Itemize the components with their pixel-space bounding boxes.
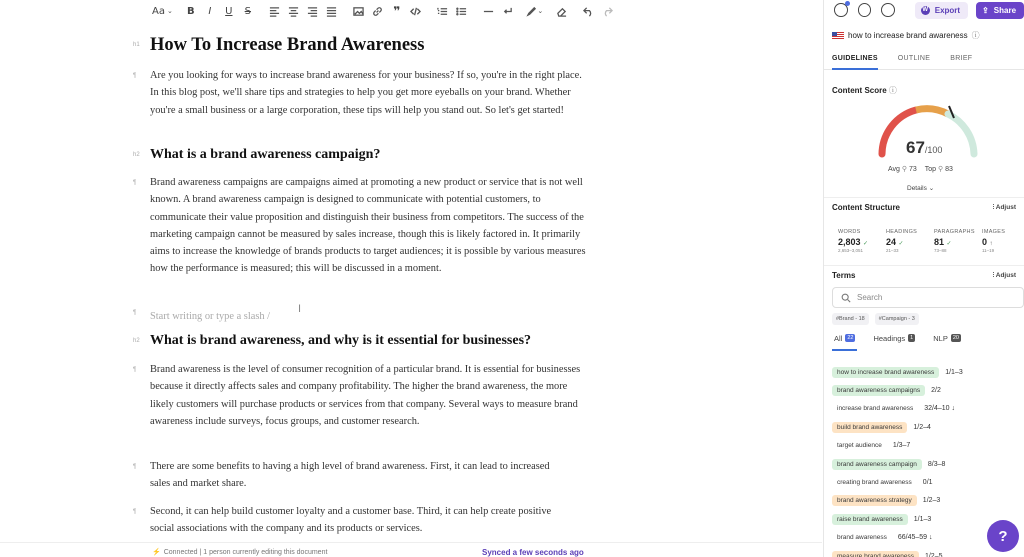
- return-icon: [502, 6, 513, 17]
- term-count: 1/3–7: [892, 442, 911, 450]
- share-icon: ⇪: [982, 5, 989, 15]
- stat-label: PARAGRAPHS: [934, 229, 975, 235]
- heading-text: What is brand awareness, and why is it essential for businesses?: [150, 333, 532, 348]
- check-icon: ✓: [946, 241, 952, 247]
- share-button[interactable]: [976, 2, 1024, 19]
- redo-icon: [602, 6, 613, 17]
- stat-images: [982, 229, 1024, 253]
- divider: [824, 197, 1024, 198]
- info-icon: ⓘ: [888, 86, 897, 95]
- stat-headings: [886, 229, 934, 253]
- enter-button[interactable]: [499, 3, 517, 19]
- check-icon: ✓: [863, 241, 869, 247]
- quote-icon: ❞: [393, 4, 401, 18]
- us-flag-icon: [832, 32, 844, 40]
- paragraph-text: Brand awareness is the level of consumer recognition of a particular brand. It is essential for businesses because it directly affects sales and company profitability. The higher the brand awareness, the more likely customers will purchase products or services from that company. Several ways to measure brand awareness include surveys, focus groups, and customer research.: [150, 364, 581, 427]
- term-item[interactable]: [832, 363, 1024, 381]
- underline-button[interactable]: [220, 3, 238, 19]
- status-bar: [0, 542, 822, 557]
- paragraph[interactable]: [133, 361, 582, 430]
- adjust-label: Adjust: [995, 272, 1016, 279]
- structure-stats: [838, 229, 1024, 253]
- count-badge: 1: [910, 335, 914, 341]
- score-max: /100: [924, 145, 943, 155]
- sliders-icon: ⫶: [992, 204, 995, 211]
- paragraph[interactable]: [133, 67, 582, 119]
- code-button[interactable]: [407, 3, 425, 19]
- link-button[interactable]: [369, 3, 387, 19]
- font-size-button[interactable]: [152, 3, 173, 19]
- filter-label: All: [834, 334, 843, 343]
- stat-value: [886, 237, 934, 247]
- block-gutter: ¶: [133, 464, 137, 470]
- image-button[interactable]: [350, 3, 368, 19]
- help-button[interactable]: [987, 520, 1019, 552]
- term-text: measure brand awareness: [832, 551, 919, 557]
- bullet-list-button[interactable]: [453, 3, 471, 19]
- count-badge: 20: [952, 335, 959, 341]
- terms-search-input[interactable]: [832, 287, 1024, 308]
- info-icon: ⓘ: [971, 31, 980, 40]
- highlight-button[interactable]: [526, 3, 544, 19]
- avg-value: 73: [908, 166, 917, 173]
- bullet-list-icon: [456, 6, 467, 17]
- term-count: 2/2: [931, 387, 941, 395]
- details-label: Details: [907, 185, 927, 192]
- term-tags: [832, 313, 919, 325]
- paragraph[interactable]: [133, 503, 570, 538]
- block-gutter: ¶: [133, 367, 137, 373]
- stat-words: [838, 229, 886, 253]
- strikethrough-icon: S: [244, 5, 252, 17]
- term-text: creating brand awareness: [837, 479, 912, 487]
- document-editor[interactable]: [0, 22, 822, 542]
- term-text: raise brand awareness: [832, 514, 908, 525]
- divider: [824, 265, 1024, 266]
- paragraph-text: Second, it can help build customer loyalty and a customer base. Third, it can help create positive social associations with the company and its products or services.: [150, 506, 552, 535]
- stat-number: 0: [982, 237, 988, 247]
- connected-icon: ⚡: [152, 549, 161, 556]
- filter-nlp[interactable]: [931, 334, 963, 351]
- block-gutter: h2: [133, 338, 140, 344]
- keyword-text: how to increase brand awareness: [848, 31, 968, 40]
- content-score-title: [832, 85, 897, 96]
- sliders-icon: ⫶: [992, 272, 995, 279]
- font-size-label: Aa: [152, 5, 165, 17]
- heading-text: What is a brand awareness campaign?: [150, 147, 381, 162]
- block-gutter: h1: [133, 42, 140, 48]
- italic-icon: I: [208, 5, 212, 17]
- ordered-list-icon: [437, 6, 448, 17]
- top-value: 83: [945, 166, 953, 173]
- stat-paragraphs: [934, 229, 982, 253]
- terms-title: Terms: [832, 271, 856, 280]
- filter-all[interactable]: [832, 334, 857, 351]
- undo-icon: [583, 6, 594, 17]
- block-gutter: h2: [133, 152, 140, 158]
- term-text: brand awareness: [837, 534, 887, 542]
- stat-value: [982, 237, 1024, 247]
- settings-icon[interactable]: [834, 3, 848, 17]
- align-center-icon: [288, 6, 299, 17]
- term-count: 0/1: [922, 479, 933, 487]
- share-label: Share: [993, 5, 1017, 15]
- link-icon: [372, 6, 383, 17]
- term-count: 1/1–3: [945, 368, 963, 376]
- filter-label: Headings: [873, 334, 906, 343]
- doc-title[interactable]: [133, 35, 590, 56]
- chevron-down-icon: ⌄: [537, 8, 544, 15]
- term-text: brand awareness campaigns: [832, 385, 925, 396]
- export-button[interactable]: [915, 2, 968, 19]
- term-count: 1/1–3: [913, 515, 932, 523]
- block-gutter: ¶: [133, 73, 137, 79]
- chevron-down-icon: ⌄: [928, 185, 935, 192]
- eraser-icon: [556, 6, 567, 17]
- term-item[interactable]: [832, 473, 1024, 491]
- filter-label: NLP: [933, 334, 948, 343]
- term-count: 1/2–3: [922, 497, 941, 505]
- term-text: how to increase brand awareness: [832, 367, 939, 378]
- content-structure-title: Content Structure: [832, 203, 900, 212]
- strikethrough-button[interactable]: [239, 3, 257, 19]
- stat-label: HEADINGS: [886, 229, 918, 235]
- paragraph[interactable]: [133, 174, 586, 278]
- clear-format-button[interactable]: [553, 3, 571, 19]
- align-left-button[interactable]: [266, 3, 284, 19]
- content-score-label: Content Score: [832, 86, 887, 95]
- align-justify-icon: [326, 6, 337, 17]
- top-icon: ⚲: [938, 166, 944, 173]
- text-cursor-icon: I: [298, 303, 302, 315]
- stat-label: IMAGES: [982, 229, 1006, 235]
- paragraph-text: Brand awareness campaigns are campaigns aimed at promoting a new product or service that is not well known. A brand awareness campaign is designed to communicate with potential customers, to communicate their value proposition and distinguish their business from competitors. The success of the marketing campaign cannot be measured by sales increase, though this is likely factored in. It primarily aims to increase the knowledge of brands products to target audiences; it is possible by various measures how the performance is measured; this will be discussed in a moment.: [150, 177, 586, 275]
- bold-icon: B: [187, 5, 195, 17]
- avg-label: Avg: [888, 166, 900, 173]
- block-gutter: ¶: [133, 509, 137, 515]
- connection-status: [152, 548, 327, 556]
- tag-chip[interactable]: #Brand - 18: [832, 313, 869, 325]
- doc-title-text: How To Increase Brand Awareness: [150, 35, 425, 55]
- wordpress-icon: W: [922, 7, 929, 13]
- sync-status: Synced a few seconds ago: [482, 548, 584, 557]
- term-text: brand awareness strategy: [832, 495, 917, 506]
- quote-button[interactable]: [388, 3, 406, 19]
- placeholder-text: Start writing or type a slash /: [150, 311, 271, 322]
- align-center-button[interactable]: [285, 3, 303, 19]
- search-placeholder: Search: [857, 293, 883, 302]
- underline-icon: U: [225, 5, 233, 17]
- stat-number: 2,803: [838, 237, 861, 247]
- block-gutter: ¶: [133, 310, 137, 316]
- term-filters: [832, 334, 1024, 351]
- avg-score: [888, 165, 917, 173]
- connection-status-text: Connected | 1 person currently editing this document: [163, 548, 328, 556]
- italic-button[interactable]: [201, 3, 219, 19]
- term-text: target audience: [837, 442, 882, 450]
- adjust-structure-button[interactable]: [993, 204, 1016, 212]
- score-number: 67: [906, 138, 925, 157]
- term-item[interactable]: [832, 400, 1024, 418]
- code-icon: [410, 6, 421, 17]
- align-right-button[interactable]: [304, 3, 322, 19]
- adjust-label: Adjust: [995, 204, 1016, 211]
- stat-number: 24: [886, 237, 897, 247]
- stat-value: [934, 237, 982, 247]
- count-badge: 22: [847, 335, 854, 341]
- tab-brief[interactable]: BRIEF: [950, 55, 973, 62]
- tag-chip[interactable]: #Campaign - 3: [875, 313, 919, 325]
- avg-icon: ⚲: [901, 166, 908, 173]
- sidebar-header: [824, 0, 1024, 20]
- image-icon: [353, 6, 364, 17]
- content-score-value: [906, 138, 942, 158]
- tab-guidelines[interactable]: GUIDELINES: [832, 55, 878, 70]
- check-circle-icon[interactable]: [858, 3, 872, 17]
- horizontal-rule-button[interactable]: [480, 3, 498, 19]
- term-item[interactable]: [832, 492, 1024, 510]
- term-text: brand awareness campaign: [832, 459, 922, 470]
- block-gutter: ¶: [133, 180, 137, 186]
- term-count: 1/2–5: [924, 552, 943, 557]
- stat-value: [838, 237, 886, 247]
- paragraph-text: There are some benefits to having a high level of brand awareness. First, it can lead to increased sales and market share.: [150, 461, 550, 490]
- term-text: increase brand awareness: [837, 405, 914, 413]
- heading[interactable]: [133, 147, 590, 163]
- arrow-up-icon: ↑: [989, 241, 993, 247]
- term-count: 66/45–59 ↓: [897, 534, 933, 542]
- term-text: build brand awareness: [832, 422, 907, 433]
- paragraph[interactable]: [133, 458, 560, 493]
- search-icon: [841, 293, 851, 303]
- stat-range: 2,653–3,051: [838, 248, 864, 253]
- term-count: 32/4–10 ↓: [924, 405, 955, 413]
- filter-headings[interactable]: [871, 334, 917, 351]
- details-toggle[interactable]: [907, 184, 934, 192]
- term-item[interactable]: [832, 418, 1024, 436]
- target-keyword[interactable]: [832, 30, 980, 41]
- bold-button[interactable]: [182, 3, 200, 19]
- heading[interactable]: [133, 333, 600, 349]
- align-right-icon: [307, 6, 318, 17]
- stat-label: WORDS: [838, 229, 861, 235]
- term-count: 1/2–4: [913, 423, 931, 431]
- help-icon: ?: [998, 527, 1008, 545]
- adjust-terms-button[interactable]: [993, 272, 1016, 280]
- score-benchmarks: [888, 165, 953, 173]
- check-icon: ✓: [898, 241, 904, 247]
- tab-outline[interactable]: OUTLINE: [897, 55, 931, 62]
- ordered-list-button[interactable]: [434, 3, 452, 19]
- undo-button[interactable]: [580, 3, 598, 19]
- highlighter-icon: [526, 6, 537, 17]
- chevron-down-icon: ⌄: [166, 8, 173, 15]
- horizontal-rule-icon: [483, 6, 494, 17]
- align-justify-button[interactable]: [323, 3, 341, 19]
- optimization-sidebar: [823, 0, 1024, 557]
- sidebar-tabs: [824, 55, 1024, 70]
- top-score: [925, 165, 953, 173]
- stat-number: 81: [934, 237, 945, 247]
- term-item[interactable]: [832, 437, 1024, 455]
- stat-range: 11–19: [982, 248, 995, 253]
- term-item[interactable]: [832, 455, 1024, 473]
- paragraph-text: Are you looking for ways to increase brand awareness for your business? If so, you're in the right place. In this blog post, we'll share tips and strategies to help you get more eyeballs on your brand. Whether you're a small business or a large corporation, these tips will help you stand out. So let's get started!: [150, 70, 582, 116]
- top-label: Top: [924, 166, 937, 173]
- stat-range: 21–33: [886, 248, 899, 253]
- export-label: Export: [934, 5, 961, 15]
- term-count: 8/3–8: [927, 460, 946, 468]
- align-left-icon: [269, 6, 280, 17]
- redo-button[interactable]: [599, 3, 617, 19]
- empty-block[interactable]: [133, 303, 590, 324]
- more-options-icon[interactable]: [881, 3, 895, 17]
- stat-range: 73–88: [934, 248, 947, 253]
- editor-toolbar: [0, 0, 822, 22]
- term-item[interactable]: [832, 381, 1024, 399]
